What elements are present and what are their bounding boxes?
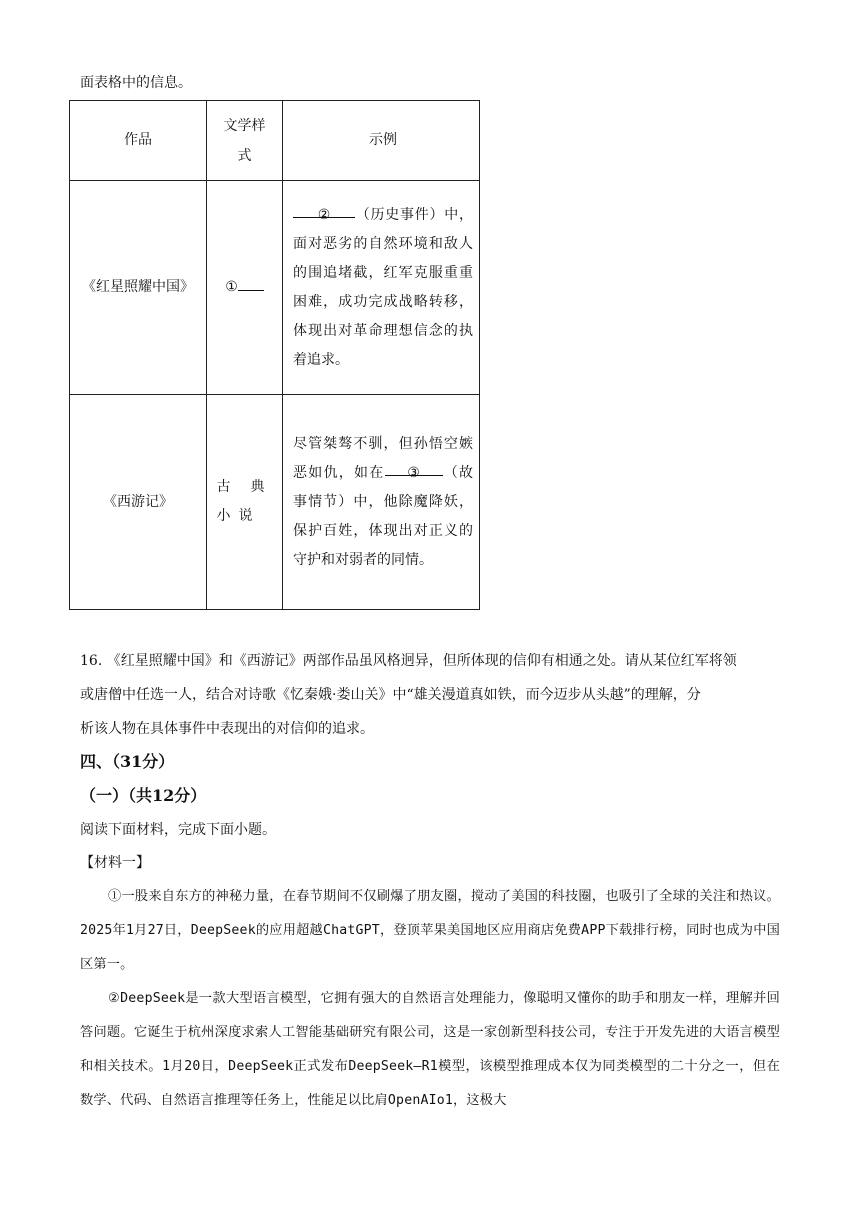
paragraph-1-text: ①一股来自东方的神秘力量，在春节期间不仅刷爆了朋友圈，搅动了美国的科技圈，也吸引了全球的关注和热议。2025年1月27日，DeepSeek的应用超越ChatGPT，登顶苹果美国地区应用商店免费APP下载排行榜，同时也成为中国区第一。: [80, 889, 780, 972]
header-example: 示例: [283, 101, 480, 181]
blank-3[interactable]: [385, 459, 443, 481]
section-heading: 四、（31分）: [80, 752, 175, 771]
row2-style: [207, 395, 283, 610]
row1-example-text: 面对恶劣的自然环境和敌人的围追堵截，红军克服重重困难，成功完成战略转移，体现出对革命理想信念的执着追求。: [293, 235, 473, 368]
q16-line2: 或唐僧中任选一人，结合对诗歌《忆秦娥·娄山关》中“雄关漫道真如铁，而今迈步从头越”的理解，分: [80, 687, 701, 703]
blank-1[interactable]: [238, 274, 264, 291]
row2-work: 《西游记》: [70, 395, 207, 610]
paragraph-2: [80, 982, 780, 1118]
info-table: [69, 100, 480, 610]
row1-style-num: ①: [225, 279, 238, 295]
row1-style: [207, 181, 283, 395]
intro-line: 面表格中的信息。: [80, 75, 192, 91]
header-style-text: 文学样式: [223, 117, 266, 164]
row1-example-hint: （历史事件）中，: [355, 206, 473, 223]
paragraph-2-text: ②DeepSeek是一款大型语言模型，它拥有强大的自然语言处理能力，像聪明又懂你的助手和朋友一样，理解并回答问题。它诞生于杭州深度求索人工智能基础研究有限公司，这是一家创新型科技公司，专注于开发先进的大语言模型和相关技术。1月20日，DeepSeek正式发布DeepSeek—R1模型，该模型推理成本仅为同类模型的二十分之一，但在数学、代码、自然语言推理等任务上，性能足以比肩OpenAIo1，这极大: [80, 991, 780, 1108]
header-style: [207, 101, 283, 181]
header-work: 作品: [70, 101, 207, 181]
q16-line3: 析该人物在具体事件中表现出的对信仰的追求。: [80, 721, 374, 737]
row2-style-text: 古典小说: [216, 479, 273, 524]
table-row: [70, 395, 480, 610]
row2-example-num: ③: [407, 464, 420, 481]
row2-example-post: （故事情节）中，他除魔降妖，保护百姓，体现出对正义的守护和对弱者的同情。: [293, 464, 473, 568]
paragraph-1: [80, 880, 780, 982]
table-row: [70, 181, 480, 395]
blank-2[interactable]: [293, 201, 355, 223]
q16-line1: 16. 《红星照耀中国》和《西游记》两部作品虽风格迥异，但所体现的信仰有相通之处。请从某位红军将领: [80, 653, 737, 669]
subsection-heading: （一）（共12分）: [80, 786, 207, 805]
instruction: 阅读下面材料，完成下面小题。: [80, 822, 276, 838]
table-header-row: [70, 101, 480, 181]
material-label: 【材料一】: [80, 855, 150, 871]
row2-example: [283, 395, 480, 610]
row1-work: 《红星照耀中国》: [70, 181, 207, 395]
row2-example-pre: 尽管桀骜不驯，但孙悟空嫉恶如仇，如在: [293, 435, 473, 481]
row1-example: [283, 181, 480, 395]
row1-example-num: ②: [317, 206, 331, 223]
